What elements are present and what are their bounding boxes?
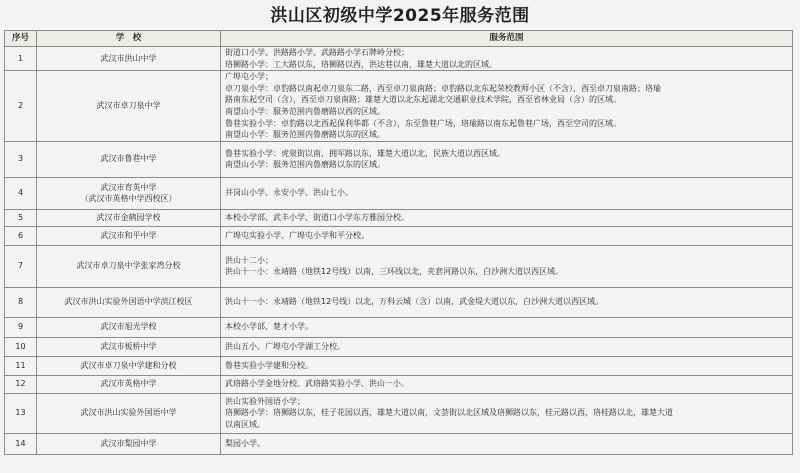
row-number: 4 bbox=[5, 177, 37, 209]
school-name bbox=[37, 209, 221, 226]
service-range-line: 洪山十二小； bbox=[225, 255, 273, 265]
school-name-line: 武汉市金鹤园学校 bbox=[96, 212, 161, 222]
service-range bbox=[221, 141, 793, 177]
table-row bbox=[5, 209, 793, 226]
service-range-line: 洪山五小、广埠屯小学湖工分校。 bbox=[225, 341, 345, 351]
table-row bbox=[5, 245, 793, 287]
school-name-line: 武汉市卓刀泉中学 bbox=[96, 101, 161, 111]
service-range-line: 鲁巷实验小学：虎泉街以南，拥军路以东，雄楚大道以北，民族大道以西区域。 bbox=[225, 148, 505, 158]
service-range-line: 广埠屯小学； bbox=[225, 72, 273, 82]
school-name-line: 武汉市育英中学 bbox=[100, 182, 157, 192]
service-range-line: 梨园小学。 bbox=[225, 438, 265, 448]
service-range-line: 井岗山小学、永安小学、洪山七小。 bbox=[225, 188, 353, 198]
school-name-line: 武汉市卓刀泉中学建和分校 bbox=[80, 360, 177, 370]
table-header-row bbox=[5, 31, 793, 47]
table-row bbox=[5, 393, 793, 433]
table-row bbox=[5, 47, 793, 71]
school-name-line: 武汉市鲁巷中学 bbox=[100, 154, 157, 164]
service-range-line: 洪山十一小：永靖路（地铁12号线）以南，三环线以北，夹套河路以东，白沙洲大道以西区域。 bbox=[225, 267, 564, 277]
row-number: 5 bbox=[5, 209, 37, 226]
table-row bbox=[5, 141, 793, 177]
school-name bbox=[37, 245, 221, 287]
service-range bbox=[221, 317, 793, 337]
row-number: 6 bbox=[5, 226, 37, 245]
row-number: 7 bbox=[5, 245, 37, 287]
service-range-line: 珞狮路小学：珞狮路以东，桂子花园以西，雄楚大道以南，文荟街以北区域及珞狮路以东，桂元路以西，珞桂路以北，雄楚大道 bbox=[225, 408, 673, 418]
service-range-line: 洪山实验外国语小学； bbox=[225, 396, 305, 406]
service-range-line: 本校小学部、楚才小学。 bbox=[225, 322, 313, 332]
row-number: 2 bbox=[5, 71, 37, 142]
school-name bbox=[37, 177, 221, 209]
page-title: 洪山区初级中学2025年服务范围 bbox=[270, 6, 530, 26]
school-name bbox=[37, 375, 221, 393]
service-range-line: 本校小学部、武丰小学、街道口小学东方雅园分校。 bbox=[225, 212, 409, 222]
service-range bbox=[221, 245, 793, 287]
service-range-line: 武珞路小学金地分校、武珞路实验小学、洪山一小。 bbox=[225, 379, 409, 389]
school-name-line: 武汉市卓刀泉中学张家湾分校 bbox=[76, 261, 181, 271]
school-name bbox=[37, 141, 221, 177]
service-range bbox=[221, 209, 793, 226]
service-range-line: 洪山十一小：永靖路（地铁12号线）以北，万科云城（含）以南，武金堤大道以东，白沙洲大道以西区域。 bbox=[225, 297, 604, 307]
table-row bbox=[5, 226, 793, 245]
service-range-line: 南望山小学：服务范围内鲁磨路以东的区域。 bbox=[225, 160, 385, 170]
service-range bbox=[221, 177, 793, 209]
row-number: 13 bbox=[5, 393, 37, 433]
service-range bbox=[221, 433, 793, 454]
service-range-line: 鲁巷实验小学：卓豹路以北西起保利华都（不含），东至鲁巷广场，珞瑜路以南东起鲁巷广场，西至空司的区域。 bbox=[225, 118, 621, 128]
school-name bbox=[37, 71, 221, 142]
service-range-line: 广埠屯实验小学、广埠屯小学和平分校。 bbox=[225, 230, 369, 240]
table-row bbox=[5, 375, 793, 393]
school-name-line: 武汉市旭光学校 bbox=[100, 322, 157, 332]
service-range bbox=[221, 287, 793, 317]
header-num: 序号 bbox=[5, 31, 37, 47]
service-range-line: 路南东起空司（含），西至卓刀泉南路；雄楚大道以北东起湖北交通职业技术学院，西至省林业局（含）的区域。 bbox=[225, 95, 621, 105]
school-name-line: 武汉市英格中学 bbox=[100, 379, 157, 389]
school-name-line: 武汉市和平中学 bbox=[100, 230, 157, 240]
row-number: 8 bbox=[5, 287, 37, 317]
school-name-line: （武汉市英格中学西校区） bbox=[80, 194, 177, 204]
table-row bbox=[5, 317, 793, 337]
school-name-line: 武汉市洪山实验外国语中学 bbox=[80, 408, 177, 418]
table-row bbox=[5, 356, 793, 375]
school-name bbox=[37, 356, 221, 375]
table-body bbox=[5, 47, 793, 455]
school-name bbox=[37, 226, 221, 245]
school-name bbox=[37, 287, 221, 317]
row-number: 12 bbox=[5, 375, 37, 393]
service-range-table bbox=[4, 30, 793, 455]
school-name-line: 武汉市洪山中学 bbox=[100, 53, 157, 63]
row-number: 11 bbox=[5, 356, 37, 375]
table-row bbox=[5, 71, 793, 142]
service-range bbox=[221, 375, 793, 393]
row-number: 1 bbox=[5, 47, 37, 71]
table-row bbox=[5, 433, 793, 454]
school-name bbox=[37, 337, 221, 356]
service-range-line: 珞狮路小学：工大路以东，珞狮路以西，洪达巷以南，雄楚大道以北的区域。 bbox=[225, 59, 497, 69]
header-service: 服务范围 bbox=[221, 31, 793, 47]
service-range-line: 鲁巷实验小学建和分校。 bbox=[225, 360, 313, 370]
school-name bbox=[37, 393, 221, 433]
row-number: 3 bbox=[5, 141, 37, 177]
service-range-line: 卓刀泉小学：卓豹路以南起卓刀泉东二路，西至卓刀泉南路；卓豹路以北东起荣校教师小区（不含），西至卓刀泉南路；珞瑜 bbox=[225, 83, 661, 93]
service-range bbox=[221, 337, 793, 356]
table-row bbox=[5, 337, 793, 356]
school-name bbox=[37, 433, 221, 454]
row-number: 14 bbox=[5, 433, 37, 454]
service-range bbox=[221, 47, 793, 71]
table-row bbox=[5, 287, 793, 317]
school-name-line: 武汉市梨园中学 bbox=[100, 438, 157, 448]
service-range-line: 街道口小学、洪路路小学、武路路小学石牌岭分校； bbox=[225, 48, 409, 57]
table-row bbox=[5, 177, 793, 209]
service-range bbox=[221, 71, 793, 142]
service-range-line: 以南区域。 bbox=[225, 420, 265, 430]
header-school: 学 校 bbox=[37, 31, 221, 47]
school-name bbox=[37, 47, 221, 71]
row-number: 10 bbox=[5, 337, 37, 356]
service-range bbox=[221, 226, 793, 245]
school-name bbox=[37, 317, 221, 337]
service-range bbox=[221, 393, 793, 433]
service-range bbox=[221, 356, 793, 375]
service-range-line: 南望山小学：服务范围内鲁磨路以西的区域。 bbox=[225, 106, 385, 116]
school-name-line: 武汉市板桥中学 bbox=[100, 341, 157, 351]
service-range-line: 南望山小学：服务范围内鲁磨路以东的区域。 bbox=[225, 130, 385, 140]
row-number: 9 bbox=[5, 317, 37, 337]
school-name-line: 武汉市洪山实验外国语中学滨江校区 bbox=[64, 297, 193, 307]
